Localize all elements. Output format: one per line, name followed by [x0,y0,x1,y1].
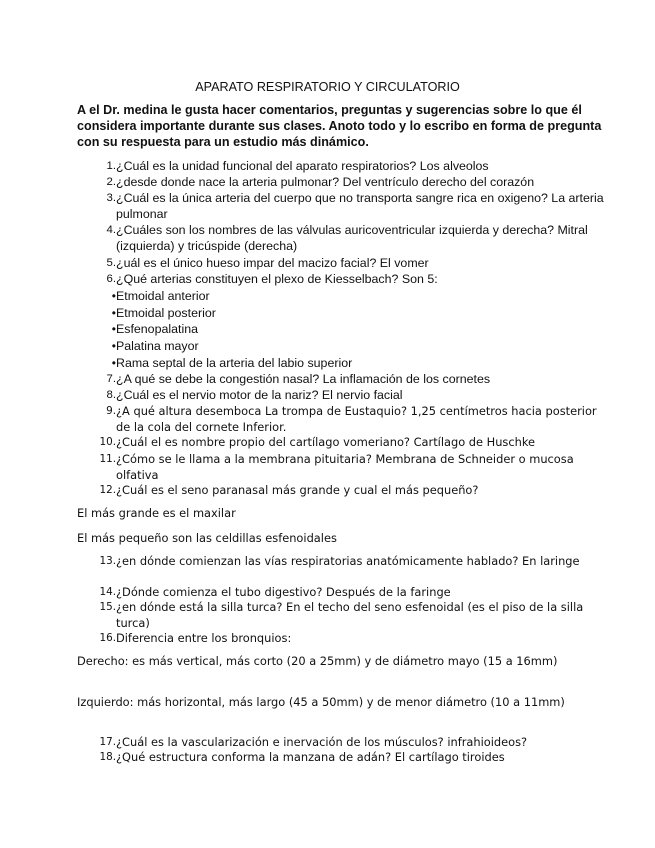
list-number: 5. [106,257,116,269]
list-item-text: ¿Cuál es el seno paranasal más grande y cual el más pequeño? [116,483,479,497]
document-title: APARATO RESPIRATORIO Y CIRCULATORIO [195,80,460,94]
bullet-item-text: Rama septal de la arteria del labio superior [116,356,353,370]
list-item [77,553,607,569]
list-number: 9. [106,405,116,417]
list-number: 17. [99,736,116,748]
bullet-marker: • [111,339,116,353]
bullet-item [77,321,607,338]
list-item [77,255,607,271]
list-number: 1. [106,160,116,172]
list-item [77,190,607,222]
list-item [77,434,607,450]
list-number: 14. [99,586,116,598]
list-item-text: ¿Dónde comienza el tubo digestivo? Después de la faringe [116,585,451,599]
bullet-item [77,355,607,372]
bullet-item [77,338,607,355]
bullet-item-text: Etmoidal posterior [116,306,216,320]
list-item-text: ¿en dónde comienzan las vías respiratorias anatómicamente hablado? En laringe [116,554,580,568]
bronchus-left-paragraph: Izquierdo: más horizontal, más largo (45 a 50mm) y de menor diámetro (10 a 11mm) [77,695,565,709]
list-number: 12. [99,484,116,496]
list-item-text: ¿Cuál es la unidad funcional del aparato respiratorios? Los alveolos [116,159,489,173]
list-number: 16. [99,632,116,644]
list-number: 2. [106,176,116,188]
list-item [77,599,607,631]
list-item [77,630,607,646]
list-number: 13. [99,555,116,567]
bullet-item-text: Esfenopalatina [116,322,198,336]
list-item-text: ¿uál es el único hueso impar del macizo facial? El vomer [116,256,429,270]
bullet-item-text: Etmoidal anterior [116,289,210,303]
list-number: 11. [99,453,116,465]
list-item-text: Diferencia entre los bronquios: [116,631,292,645]
list-item [77,403,607,435]
list-item-text: ¿Qué arterias constituyen el plexo de Kiesselbach? Son 5: [116,272,438,286]
bullet-item [77,288,607,305]
bullet-marker: • [111,356,116,370]
list-item [77,584,607,600]
answer-paragraph: El más pequeño son las celdillas esfenoidales [77,531,337,545]
list-number: 4. [106,224,116,236]
list-item-text: ¿desde donde nace la arteria pulmonar? Del ventrículo derecho del corazón [116,175,535,189]
list-item-text: ¿Cuál es el nervio motor de la nariz? El nervio facial [116,388,403,402]
intro-paragraph: A el Dr. medina le gusta hacer comentarios, preguntas y sugerencias sobre lo que él considera importante durante sus clases. Anoto todo y lo escribo en forma de pregunta con su respuesta para un estudio más dinámico. [77,103,602,149]
bullet-marker: • [111,322,116,336]
list-number: 8. [106,389,116,401]
list-number: 3. [106,192,116,204]
list-item [77,371,607,387]
list-item [77,749,607,765]
list-item-text: ¿Qué estructura conforma la manzana de adán? El cartílago tiroides [116,750,505,764]
list-item [77,271,607,287]
bullet-item [77,305,607,322]
list-item-text: ¿Cuáles son los nombres de las válvulas auricoventricular izquierda y derecha? Mitral (izquierda) y tricúspide (derecha) [116,223,588,253]
list-item-text: ¿A qué altura desemboca La trompa de Eustaquio? 1,25 centímetros hacia posterior de la cola del cornete Inferior. [116,404,597,434]
bullet-item-text: Palatina mayor [116,339,199,353]
list-number: 10. [99,436,116,448]
list-item-text: ¿Cómo se le llama a la membrana pituitaria? Membrana de Schneider o mucosa olfativa [116,452,574,482]
list-item [77,158,607,174]
list-number: 18. [99,751,116,763]
list-number: 15. [99,601,116,613]
list-item [77,451,607,483]
list-item [77,482,607,498]
list-item-text: ¿en dónde está la silla turca? En el techo del seno esfenoidal (es el piso de la silla turca) [116,600,584,630]
list-item [77,174,607,190]
list-number: 7. [106,373,116,385]
list-item [77,222,607,254]
answer-paragraph: El más grande es el maxilar [77,506,236,520]
list-item-text: ¿Cuál el es nombre propio del cartílago vomeriano? Cartílago de Huschke [116,435,536,449]
list-number: 6. [106,273,116,285]
list-item-text: ¿Cuál es la única arteria del cuerpo que no transporta sangre rica en oxigeno? La arteria pulmonar [116,191,604,221]
bronchus-right-paragraph: Derecho: es más vertical, más corto (20 a 25mm) y de diámetro mayo (15 a 16mm) [77,654,558,668]
bullet-marker: • [111,306,116,320]
list-item-text: ¿A qué se debe la congestión nasal? La inflamación de los cornetes [116,372,491,386]
list-item [77,387,607,403]
list-item-text: ¿Cuál es la vascularización e inervación de los músculos? infrahioideos? [116,735,528,749]
bullet-marker: • [111,289,116,303]
list-item [77,734,607,750]
